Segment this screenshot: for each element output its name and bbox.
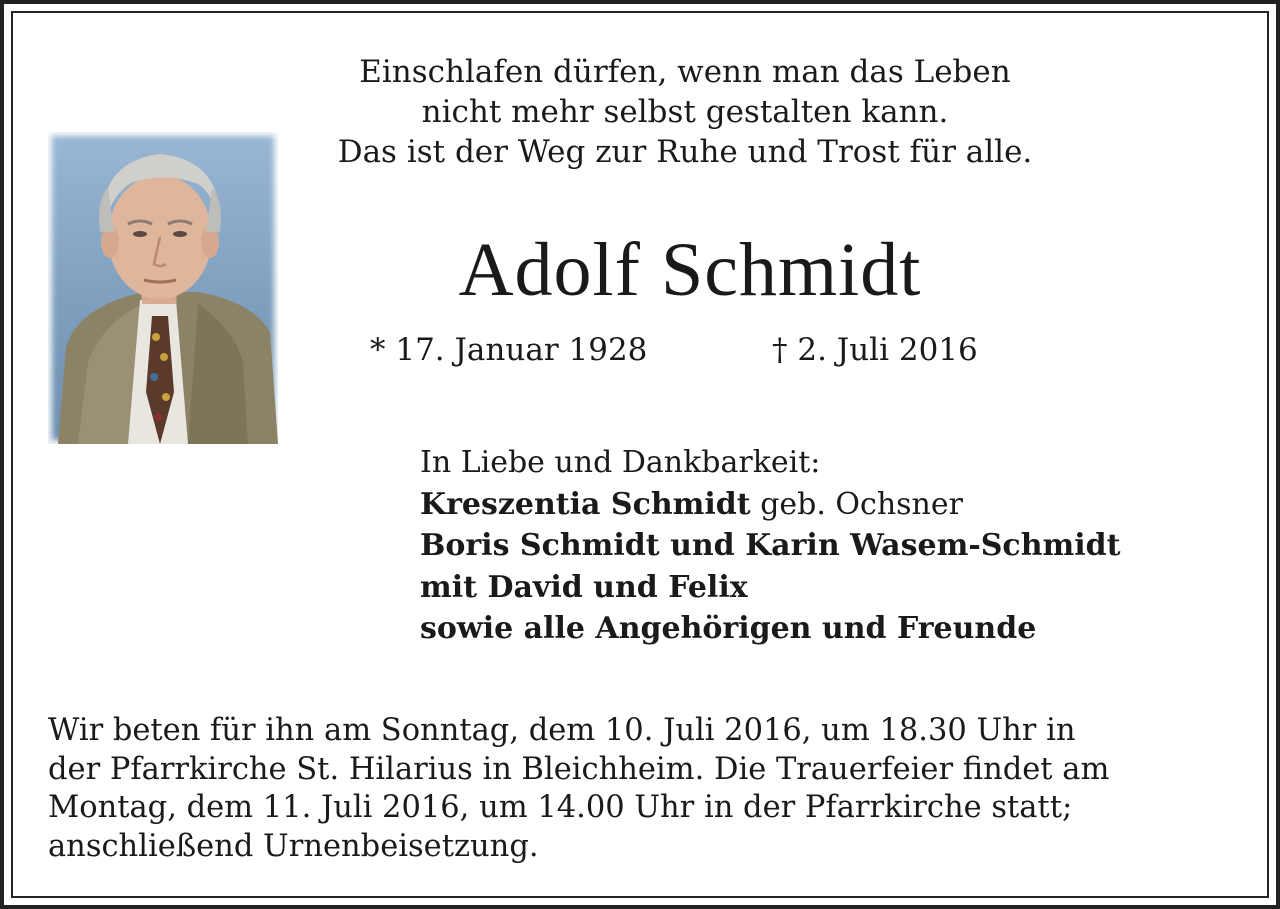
service-notice [48, 712, 1238, 866]
mourner-name: Boris Schmidt und Karin Wasem-Schmidt [420, 528, 1121, 563]
mourner-name: mit David und Felix [420, 569, 748, 605]
notice-line: der Pfarrkirche St. Hilarius in Bleichheim. Die Trauerfeier findet am [48, 751, 1110, 787]
mourners-block [420, 442, 1240, 650]
portrait-illustration [48, 132, 278, 444]
mourner-maiden-name: geb. Ochsner [750, 486, 963, 522]
life-dates [370, 330, 978, 370]
mourner-line [420, 525, 1240, 567]
motto-line: Das ist der Weg zur Ruhe und Trost für alle. [337, 134, 1033, 170]
mourners-intro: In Liebe und Dankbarkeit: [420, 445, 821, 480]
mourner-name: sowie alle Angehörigen und Freunde [420, 611, 1037, 646]
birth-date: * 17. Januar 1928 [370, 332, 648, 368]
death-date: † 2. Juli 2016 [772, 332, 978, 368]
mourner-name: Kreszentia Schmidt [420, 486, 751, 522]
motto-verse [280, 52, 1090, 172]
motto-line: Einschlafen dürfen, wenn man das Leben [359, 54, 1011, 90]
portrait-photo [48, 132, 278, 444]
deceased-name: Adolf Schmidt [458, 228, 922, 312]
notice-line: Wir beten für ihn am Sonntag, dem 10. Juli 2016, um 18.30 Uhr in [48, 713, 1076, 748]
mourner-line [420, 608, 1240, 650]
notice-line: Montag, dem 11. Juli 2016, um 14.00 Uhr in der Pfarrkirche statt; [48, 790, 1073, 825]
mourner-line [420, 567, 1240, 609]
mourner-line [420, 484, 1240, 526]
motto-line: nicht mehr selbst gestalten kann. [421, 94, 949, 130]
notice-line: anschließend Urnenbeisetzung. [48, 828, 539, 864]
